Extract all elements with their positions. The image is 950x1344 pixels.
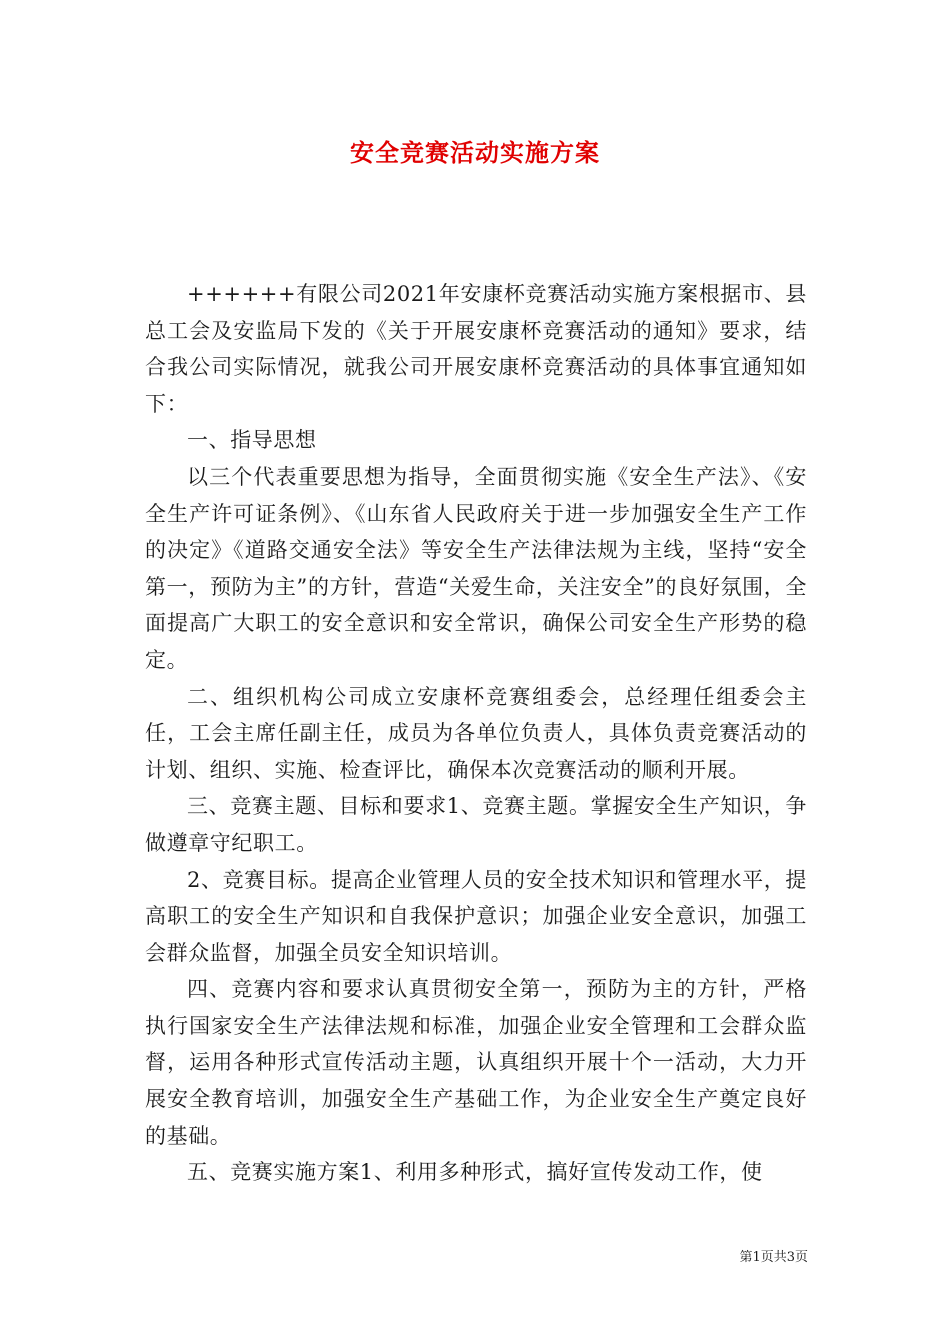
paragraph-goals: 2、竞赛目标。提高企业管理人员的安全技术知识和管理水平，提高职工的安全生产知识和自我保护意识；加强企业安全意识，加强工会群众监督，加强全员安全知识培训。 <box>145 867 807 965</box>
paragraph-content-requirements: 四、竞赛内容和要求认真贯彻安全第一，预防为主的方针，严格执行国家安全生产法律法规和标准，加强企业安全管理和工会群众监督，运用各种形式宣传活动主题，认真组织开展十个一活动，大力开展安全教育培训，加强安全生产基础工作，为企业安全生产奠定良好的基础。 <box>145 977 807 1148</box>
paragraph-theme: 三、竞赛主题、目标和要求1、竞赛主题。掌握安全生产知识，争做遵章守纪职工。 <box>145 794 807 855</box>
paragraph-implementation: 五、竞赛实施方案1、利用多种形式，搞好宣传发动工作，使 <box>187 1160 763 1185</box>
document-title: 安全竞赛活动实施方案 <box>350 138 600 167</box>
page-number: 第1页共3页 <box>739 1250 808 1265</box>
paragraph-heading-guiding-ideology: 一、指导思想 <box>187 428 317 453</box>
paragraph-intro: ++++++有限公司2021年安康杯竞赛活动实施方案根据市、县总工会及安监局下发的《关于开展安康杯竞赛活动的通知》要求，结合我公司实际情况，就我公司开展安康杯竞赛活动的具体事宜通知如下： <box>145 282 807 416</box>
paragraph-guiding-ideology: 以三个代表重要思想为指导，全面贯彻实施《安全生产法》、《安全生产许可证条例》、《山东省人民政府关于进一步加强安全生产工作的决定》《道路交通安全法》等安全生产法律法规为主线，坚持“安全第一，预防为主”的方针，营造“关爱生命，关注安全”的良好氛围，全面提高广大职工的安全意识和安全常识，确保公司安全生产形势的稳定。 <box>145 464 807 672</box>
document-body <box>145 276 807 1191</box>
paragraph-organization: 二、组织机构公司成立安康杯竞赛组委会，总经理任组委会主任，工会主席任副主任，成员为各单位负责人，具体负责竞赛活动的计划、组织、实施、检查评比，确保本次竞赛活动的顺利开展。 <box>145 684 807 782</box>
